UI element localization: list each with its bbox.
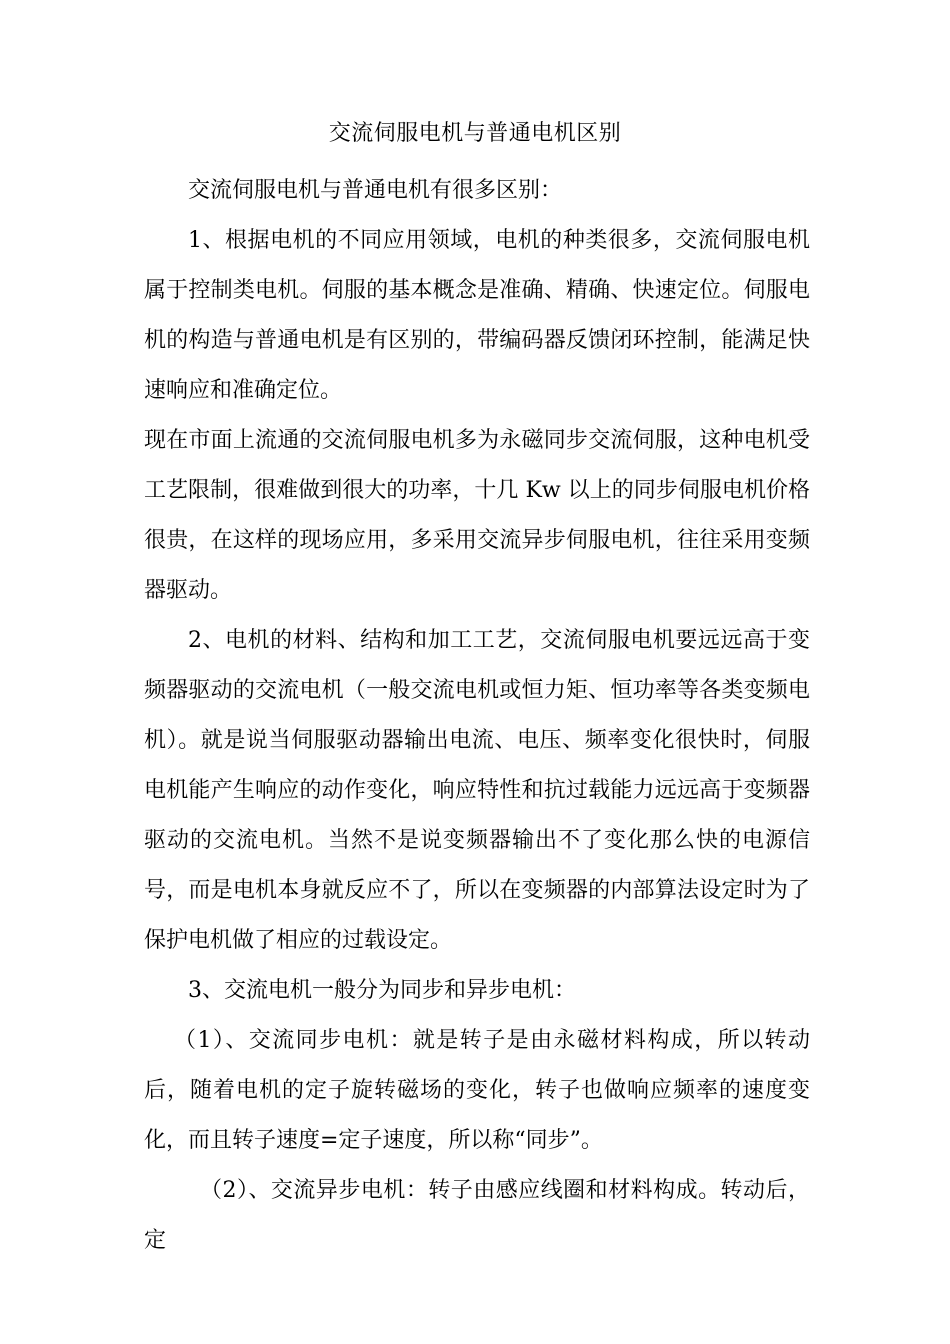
- paragraph-sub-2: （2）、交流异步电机：转子由感应线圈和材料构成。转动后，定: [144, 1178, 810, 1253]
- paragraph-sub-1: （1）、交流同步电机：就是转子是由永磁材料构成，所以转动后，随着电机的定子旋转磁场的变化，转子也做响应频率的速度变化，而且转子速度=定子速度，所以称“同步”。: [144, 1028, 810, 1153]
- paragraph-intro: 交流伺服电机与普通电机有很多区别：: [188, 178, 563, 203]
- paragraph-point-1: 1、根据电机的不同应用领域，电机的种类很多，交流伺服电机属于控制类电机。伺服的基本概念是准确、精确、快速定位。伺服电机的构造与普通电机是有区别的，带编码器反馈闭环控制，能满足快速响应和准确定位。: [144, 228, 810, 403]
- document-body: [144, 166, 810, 1266]
- paragraph-point-3: 3、交流电机一般分为同步和异步电机：: [188, 978, 576, 1003]
- paragraph-point-2: 2、电机的材料、结构和加工工艺，交流伺服电机要远远高于变频器驱动的交流电机（一般交流电机或恒力矩、恒功率等各类变频电机）。就是说当伺服驱动器输出电流、电压、频率变化很快时，伺服电机能产生响应的动作变化，响应特性和抗过载能力远远高于变频器驱动的交流电机。当然不是说变频器输出不了变化那么快的电源信号，而是电机本身就反应不了，所以在变频器的内部算法设定时为了保护电机做了相应的过载设定。: [144, 628, 810, 953]
- paragraph-market-note: 现在市面上流通的交流伺服电机多为永磁同步交流伺服，这种电机受工艺限制，很难做到很大的功率，十几 Kw 以上的同步伺服电机价格很贵，在这样的现场应用，多采用交流异步伺服电机，往往采用变频器驱动。: [144, 428, 810, 603]
- document-title: 交流伺服电机与普通电机区别: [328, 121, 622, 146]
